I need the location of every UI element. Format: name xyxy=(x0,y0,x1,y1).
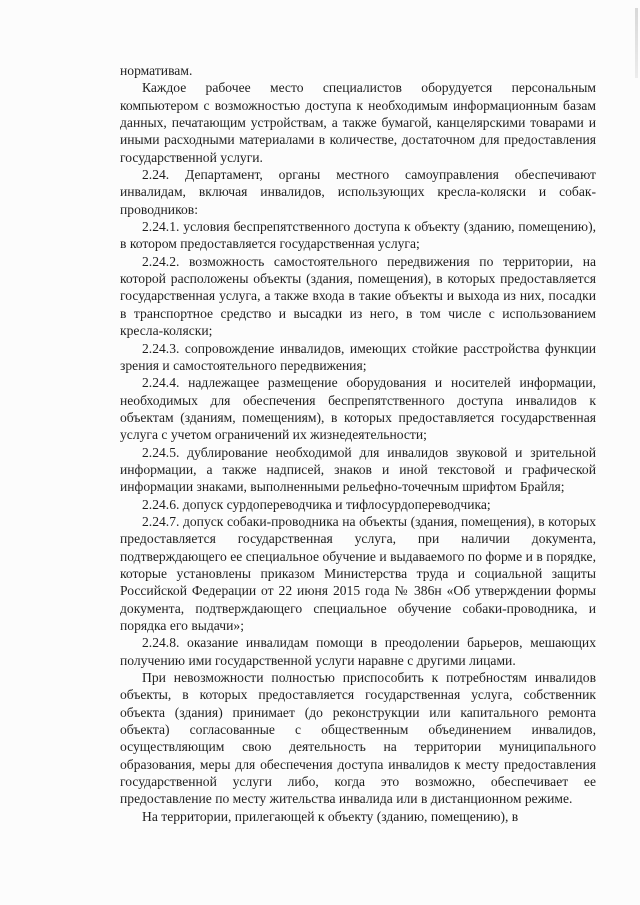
paragraph-continuation: нормативам. xyxy=(120,63,193,78)
paragraph-2-24-5: 2.24.5. дублирование необходимой для инвалидов звуковой и зрительной информации, а также надписей, знаков и иной текстовой и графической информации знаками, выполненными рельефно-точечным шрифтом Брайля; xyxy=(120,444,596,495)
paragraph-2-24-7: 2.24.7. допуск собаки-проводника на объекты (здания, помещения), в которых предоставляется государственная услуга, при наличии документа, подтверждающего ее специальное обучение и выдаваемого по форме и в порядке, которые установлены приказом Министерства труда и социальной защиты Российской Федерации от 22 июня 2015 года № 386н «Об утверждении формы документа, подтверждающего специальное обучение собаки-проводника, и порядка его выдачи»; xyxy=(120,513,596,633)
paragraph-2-24-3: 2.24.3. сопровождение инвалидов, имеющих стойкие расстройства функции зрения и самостоятельного передвижения; xyxy=(120,340,596,373)
scan-edge-mark xyxy=(635,8,638,78)
paragraph-2-24: 2.24. Департамент, органы местного самоуправления обеспечивают инвалидам, включая инвалидов, использующих кресла-коляски и собак-проводников: xyxy=(120,167,596,217)
paragraph-territory: На территории, прилегающей к объекту (зданию, помещению), в xyxy=(142,808,519,824)
paragraph-2-24-6: 2.24.6. допуск сурдопереводчика и тифлосурдопереводчика; xyxy=(142,496,491,512)
paragraph-2-24-2: 2.24.2. возможность самостоятельного передвижения по территории, на которой расположены объекты (здания, помещения), в которых предоставляется государственная услуга, а также входа в такие объекты и выхода из них, посадки в транспортное средство и высадки из него, в том числе с использованием кресла-коляски; xyxy=(120,253,596,339)
paragraph-2-24-4: 2.24.4. надлежащее размещение оборудования и носителей информации, необходимых для обеспечения беспрепятственного доступа инвалидов к объектам (зданиям, помещениям), в которых предоставляется государственная услуга с учетом ограничений их жизнедеятельности; xyxy=(120,375,596,443)
paragraph-2-24-1: 2.24.1. условия беспрепятственного доступа к объекту (зданию, помещению), в котором предоставляется государственная услуга; xyxy=(120,219,596,252)
paragraph-2-24-8: 2.24.8. оказание инвалидам помощи в преодолении барьеров, мешающих получению ими государственной услуги наравне с другими лицами. xyxy=(120,635,596,668)
paragraph-accessibility-measures: При невозможности полностью приспособить к потребностям инвалидов объекты, в которых предоставляется государственная услуга, собственник объекта (здания) принимает (до реконструкции или капитального ремонта объекта) согласованные с общественным объединением инвалидов, осуществляющим свою деятельность на территории муниципального образования, меры для обеспечения доступа инвалидов к месту предоставления государственной услуги либо, когда это возможно, обеспечивает ее предоставление по месту жительства инвалида или в дистанционном режиме. xyxy=(120,670,596,807)
document-body xyxy=(120,62,596,825)
paragraph-workplace-equipment: Каждое рабочее место специалистов оборудуется персональным компьютером с возможностью доступа к необходимым информационным базам данных, печатающим устройствам, а также бумагой, канцелярскими товарами и иными расходными материалами в количестве, достаточном для предоставления государственной услуги. xyxy=(120,80,596,165)
